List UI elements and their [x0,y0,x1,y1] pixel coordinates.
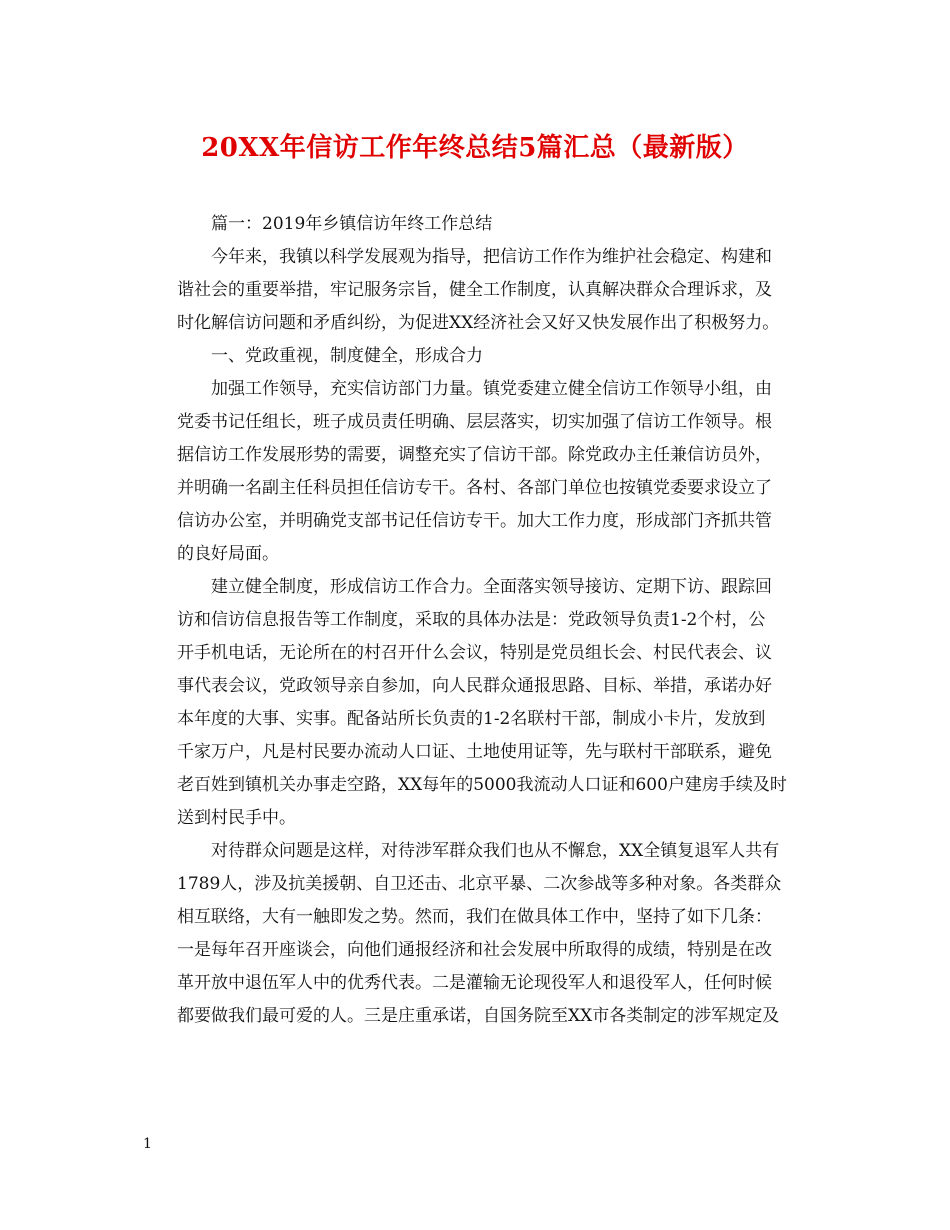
text-line: 加强工作领导，充实信访部门力量。镇党委建立健全信访工作领导小组，由 [211,379,772,399]
paragraph-intro [143,241,803,340]
text-line: 一是每年召开座谈会，向他们通报经济和社会发展中所取得的成绩，特别是在改 [177,940,772,960]
text-line: 访和信访信息报告等工作制度，采取的具体办法是：党政领导负责1-2个村，公 [177,610,766,630]
text-line: 信访办公室，并明确党支部书记任信访专干。加大工作力度，形成部门齐抓共管 [177,511,772,531]
text-line: 篇一：2019年乡镇信访年终工作总结 [211,214,493,234]
text-line: 都要做我们最可爱的人。三是庄重承诺，自国务院至XX市各类制定的涉军规定及 [177,1006,780,1026]
text-line: 革开放中退伍军人中的优秀代表。二是灌输无论现役军人和退役军人，任何时候 [177,973,772,993]
paragraph-veterans [143,835,803,1033]
text-line: 谐社会的重要举措，牢记服务宗旨，健全工作制度，认真解决群众合理诉求，及 [177,280,772,300]
text-line: 送到村民手中。 [177,808,296,828]
text-line: 一、党政重视，制度健全，形成合力 [211,346,483,366]
paragraph-subheading [143,340,803,373]
text-line: 开手机电话，无论所在的村召开什么会议，特别是党员组长会、村民代表会、议 [177,643,772,663]
paragraph-section-heading [143,208,803,241]
text-line: 据信访工作发展形势的需要，调整充实了信访干部。除党政办主任兼信访员外， [177,445,772,465]
text-line: 本年度的大事、实事。配备站所长负责的1-2名联村干部，制成小卡片，发放到 [177,709,766,729]
document-body [143,208,803,1033]
text-line: 老百姓到镇机关办事走空路，XX每年的5000我流动人口证和600户建房手续及时 [177,775,787,795]
text-line: 党委书记任组长，班子成员责任明确、层层落实，切实加强了信访工作领导。根 [177,412,772,432]
text-line: 相互联络，大有一触即发之势。然而，我们在做具体工作中，坚持了如下几条： [177,907,772,927]
paragraph-system [143,571,803,835]
document-title: 20XX年信访工作年终总结5篇汇总（最新版） [201,133,749,163]
text-line: 的良好局面。 [177,544,279,564]
paragraph-leadership [143,373,803,571]
text-line: 对待群众问题是这样，对待涉军群众我们也从不懈怠，XX全镇复退军人共有 [211,841,780,861]
text-line: 今年来，我镇以科学发展观为指导，把信访工作作为维护社会稳定、构建和 [211,247,772,267]
text-line: 并明确一名副主任科员担任信访专干。各村、各部门单位也按镇党委要求设立了 [177,478,772,498]
text-line: 事代表会议，党政领导亲自参加，向人民群众通报思路、目标、举措，承诺办好 [177,676,772,696]
text-line: 1789人，涉及抗美援朝、自卫还击、北京平暴、二次参战等多种对象。各类群众 [177,874,782,894]
text-line: 时化解信访问题和矛盾纠纷，为促进XX经济社会又好又快发展作出了积极努力。 [177,313,780,333]
text-line: 建立健全制度，形成信访工作合力。全面落实领导接访、定期下访、跟踪回 [211,577,772,597]
page-number: 1 [143,1136,152,1152]
text-line: 千家万户，凡是村民要办流动人口证、土地使用证等，先与联村干部联系，避免 [177,742,772,762]
